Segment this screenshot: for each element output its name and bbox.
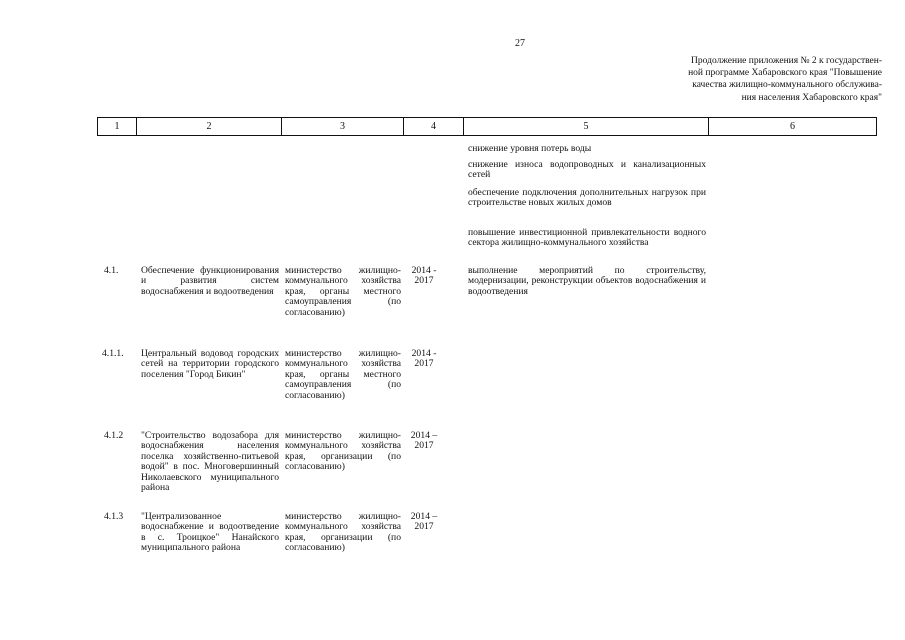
- appendix-note: [620, 55, 882, 104]
- column-header-5: 5: [464, 118, 709, 136]
- executor: министерство жилищно-коммунального хозяйства края, органы местного самоуправления (по согласованию): [285, 265, 401, 318]
- appendix-note-line: ной программе Хабаровского края "Повышение: [688, 68, 882, 79]
- result-continued: снижение износа водопроводных и канализационных сетей: [468, 159, 706, 181]
- measure-name: Обеспечение функционирования и развития систем водоснабжения и водоотведения: [141, 265, 279, 297]
- measure-name: Центральный водовод городских сетей на территории городского поселения "Город Бикин": [141, 348, 279, 380]
- executor: министерство жилищно-коммунального хозяйства края, органы местного самоуправления (по согласованию): [285, 348, 401, 401]
- period: 2014 - 2017: [411, 348, 437, 370]
- result-continued: снижение уровня потерь воды: [468, 143, 592, 154]
- executor: министерство жилищно-коммунального хозяйства края, организации (по согласованию): [285, 430, 401, 473]
- period: 2014 – 2017: [410, 430, 438, 452]
- row-number: 4.1.2: [104, 430, 124, 441]
- column-header-4: 4: [404, 118, 464, 136]
- appendix-note-line: ния населения Хабаровского края": [741, 92, 882, 103]
- period: 2014 – 2017: [410, 511, 438, 533]
- result-continued: обеспечение подключения дополнительных нагрузок при строительстве новых жилых домов: [468, 187, 706, 209]
- measure-name: "Строительство водозабора для водоснабжения населения поселка хозяйственно-питьевой водой" в пос. Многовершинный Николаевского муниципального района: [141, 430, 279, 494]
- column-header-2: 2: [137, 118, 282, 136]
- column-header-6: 6: [709, 118, 877, 136]
- result-continued: повышение инвестиционной привлекательности водного сектора жилищно-коммунального хозяйства: [468, 227, 706, 249]
- appendix-note-line: качества жилищно-коммунального обслужива-: [692, 80, 882, 91]
- row-number: 4.1.: [104, 265, 119, 276]
- expected-result: выполнение мероприятий по строительству, модернизации, реконструкции объектов водоснабжения и водоотведения: [468, 265, 706, 297]
- row-number: 4.1.1.: [102, 348, 124, 359]
- column-header-3: 3: [282, 118, 404, 136]
- appendix-note-line: Продолжение приложения № 2 к государствен-: [691, 56, 882, 66]
- column-header-1: 1: [98, 118, 137, 136]
- period: 2014 - 2017: [411, 265, 437, 287]
- executor: министерство жилищно-коммунального хозяйства края, организации (по согласованию): [285, 511, 401, 554]
- column-number-header: [97, 117, 877, 136]
- row-number: 4.1.3: [104, 511, 124, 522]
- measure-name: "Централизованное водоснабжение и водоотведение в с. Троицкое" Нанайского муниципального района: [141, 511, 279, 554]
- page-number: 27: [515, 38, 525, 49]
